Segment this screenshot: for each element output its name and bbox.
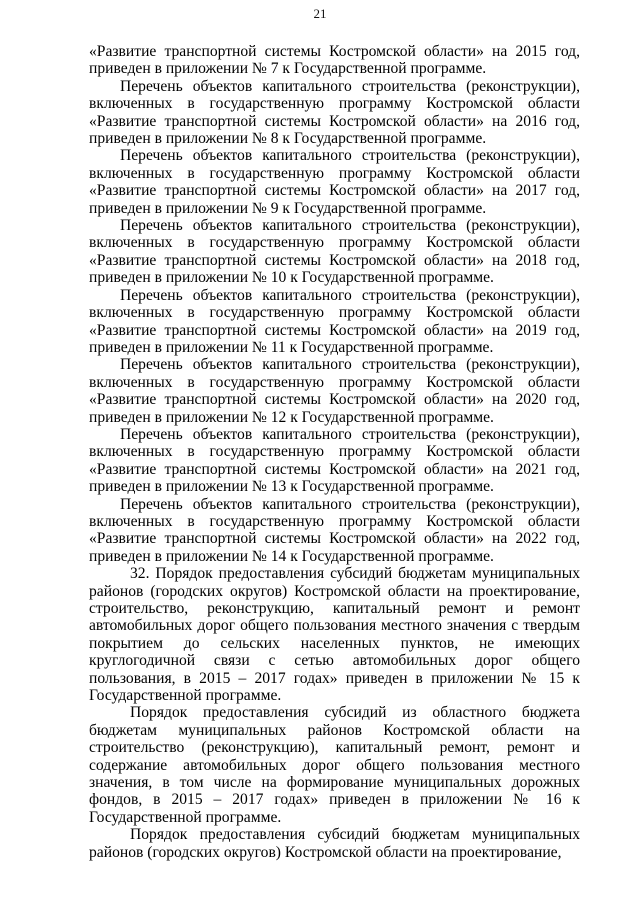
paragraph-list-2017: Перечень объектов капитального строительства (реконструкции), включенных в государственную программу Костромской области «Развитие транспортной системы Костромской области» на 2017 год, приведен в приложении № 9 к Государственной программе. [89,147,580,217]
paragraph-continuation: «Развитие транспортной системы Костромской области» на 2015 год, приведен в приложении № 7 к Государственной программе. [89,43,580,78]
paragraph-list-2016: Перечень объектов капитального строительства (реконструкции), включенных в государственную программу Костромской области «Развитие транспортной системы Костромской области» на 2016 год, приведен в приложении № 8 к Государственной программе. [89,77,580,148]
paragraph-subsidy-road-funds: Порядок предоставления субсидий из областного бюджета бюджетам муниципальных районов Костромской области на строительство (реконструкцию), капитальный ремонт, ремонт и содержание автомобильных дорог общего пользования местного значения, в том числе на формирование муниципальных дорожных фондов, в 2015 – 2017 годах» приведен в приложении № 16 к Государственной программе. [89,704,580,826]
paragraph-list-2018: Перечень объектов капитального строительства (реконструкции), включенных в государственную программу Костромской области «Развитие транспортной системы Костромской области» на 2018 год, приведен в приложении № 10 к Государственной программе. [89,217,580,287]
paragraph-list-2019: Перечень объектов капитального строительства (реконструкции), включенных в государственную программу Костромской области «Развитие транспортной системы Костромской области» на 2019 год, приведен в приложении № 11 к Государственной программе. [89,286,580,356]
paragraph-item-32: 32. Порядок предоставления субсидий бюджетам муниципальных районов (городских округов) Костромской области на проектирование, строительство, реконструкцию, капитальный ремонт и ремонт автомобильных дорог общего пользования местного значения с твердым покрытием до сельских населенных пунктов, не имеющих круглогодичной связи с сетью автомобильных дорог общего пользования, в 2015 – 2017 годах» приведен в приложении № 15 к Государственной программе. [89,565,580,705]
document-body [89,43,580,861]
page-number: 21 [313,6,327,21]
paragraph-list-2022: Перечень объектов капитального строительства (реконструкции), включенных в государственную программу Костромской области «Развитие транспортной системы Костромской области» на 2022 год, приведен в приложении № 14 к Государственной программе. [89,495,580,565]
paragraph-list-2020: Перечень объектов капитального строительства (реконструкции), включенных в государственную программу Костромской области «Развитие транспортной системы Костромской области» на 2020 год, приведен в приложении № 12 к Государственной программе. [89,356,580,426]
paragraph-list-2021: Перечень объектов капитального строительства (реконструкции), включенных в государственную программу Костромской области «Развитие транспортной системы Костромской области» на 2021 год, приведен в приложении № 13 к Государственной программе. [89,425,580,496]
paragraph-subsidy-design: Порядок предоставления субсидий бюджетам муниципальных районов (городских округов) Костромской области на проектирование, [89,826,580,861]
